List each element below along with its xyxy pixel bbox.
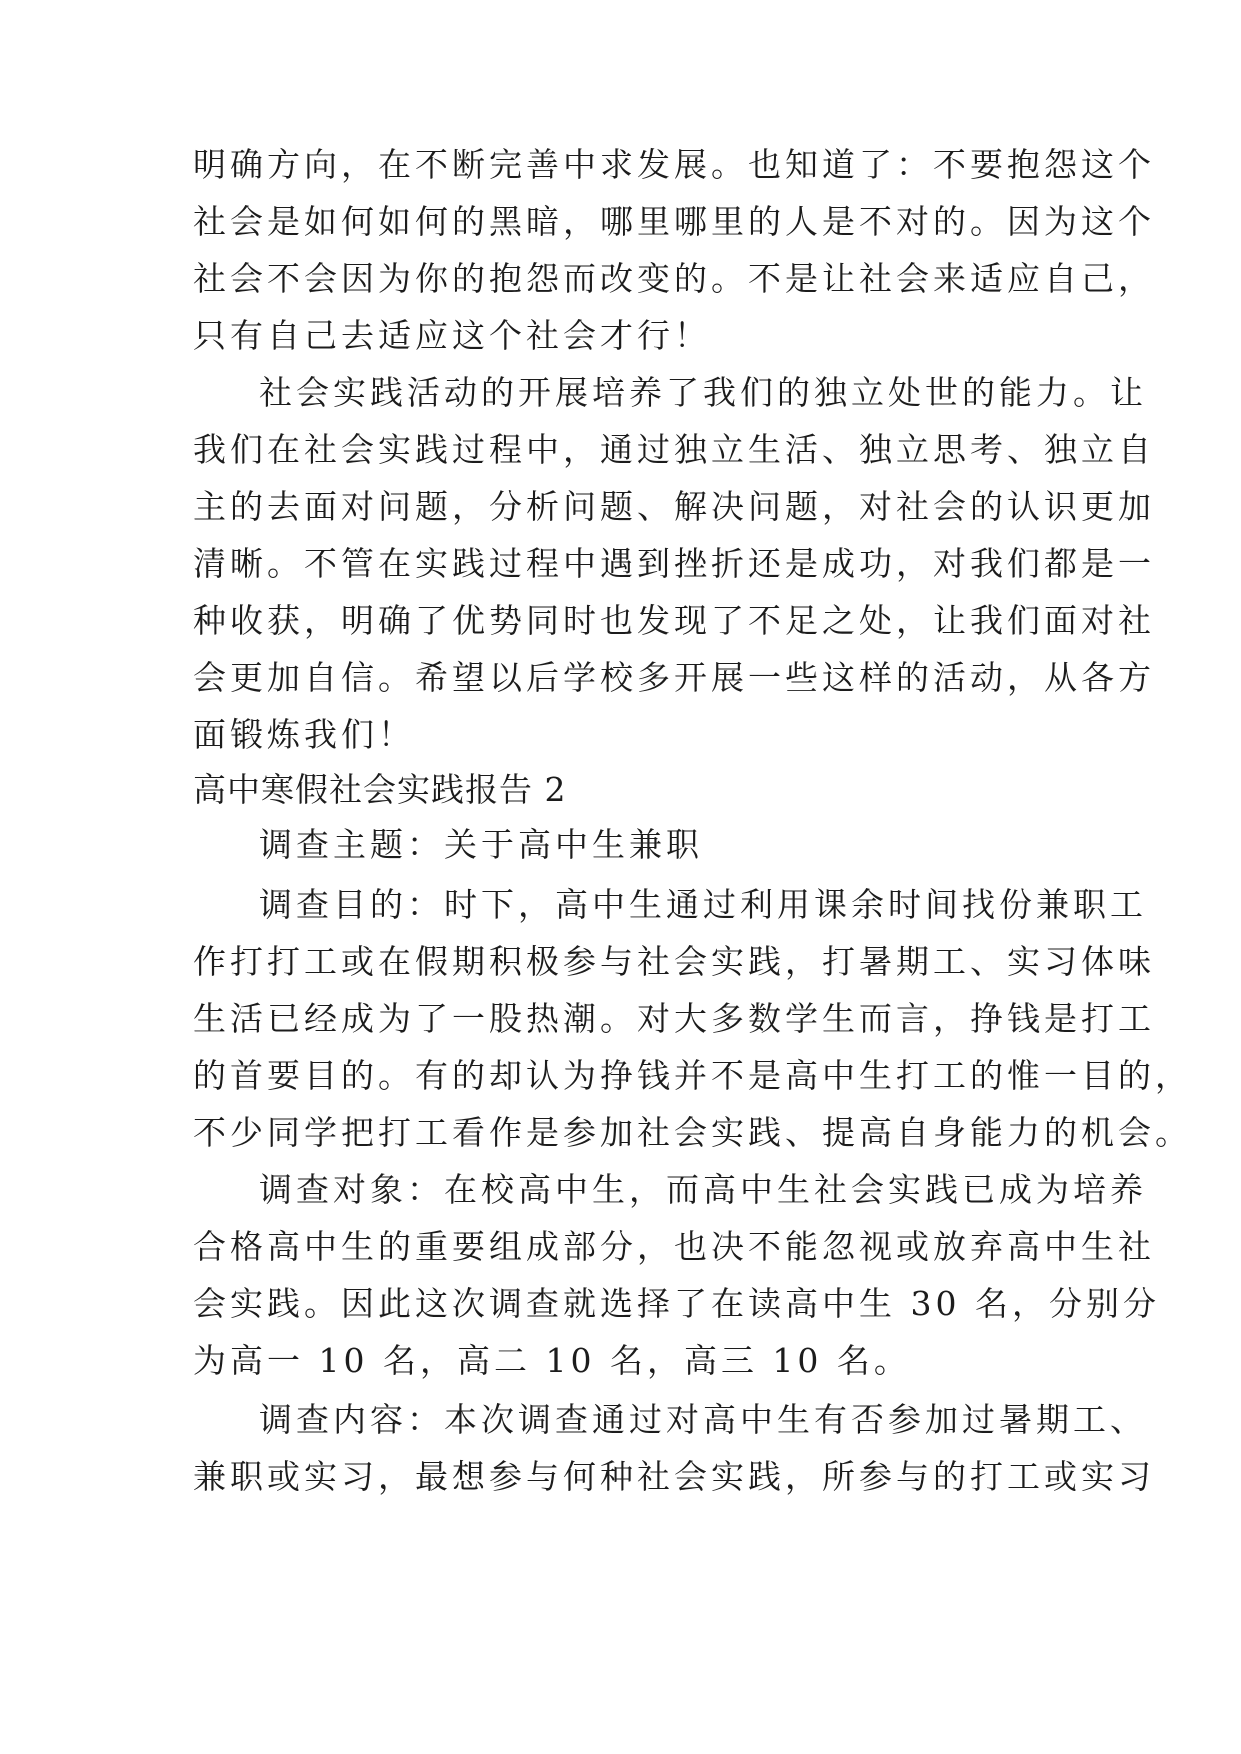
- body-text-line: 合格高中生的重要组成部分，也决不能忽视或放弃高中生社: [193, 1227, 1155, 1266]
- body-text-line: 作打打工或在假期积极参与社会实践，打暑期工、实习体味: [193, 942, 1155, 981]
- body-text-line: 社会实践活动的开展培养了我们的独立处世的能力。让: [259, 373, 1147, 412]
- body-text-line: 调查主题：关于高中生兼职: [259, 825, 703, 864]
- body-text-line: 调查对象：在校高中生，而高中生社会实践已成为培养: [259, 1170, 1147, 1209]
- body-text-line: 为高一 10 名，高二 10 名，高三 10 名。: [193, 1341, 911, 1380]
- body-text-line: 会实践。因此这次调查就选择了在读高中生 30 名，分别分: [193, 1284, 1160, 1323]
- body-text-line: 只有自己去适应这个社会才行！: [193, 316, 711, 355]
- body-text-line: 调查内容：本次调查通过对高中生有否参加过暑期工、: [259, 1400, 1147, 1439]
- body-text-line: 调查目的：时下，高中生通过利用课余时间找份兼职工: [259, 885, 1147, 924]
- body-text-line: 主的去面对问题，分析问题、解决问题，对社会的认识更加: [193, 487, 1155, 526]
- body-text-line: 兼职或实习，最想参与何种社会实践，所参与的打工或实习: [193, 1457, 1155, 1496]
- body-text-line: 种收获，明确了优势同时也发现了不足之处，让我们面对社: [193, 601, 1155, 640]
- section-heading: 高中寒假社会实践报告 2: [193, 770, 567, 809]
- body-text-line: 我们在社会实践过程中，通过独立生活、独立思考、独立自: [193, 430, 1155, 469]
- body-text-line: 面锻炼我们！: [193, 715, 415, 754]
- body-text-line: 生活已经成为了一股热潮。对大多数学生而言，挣钱是打工: [193, 999, 1155, 1038]
- body-text-line: 会更加自信。希望以后学校多开展一些这样的活动，从各方: [193, 658, 1155, 697]
- body-text-line: 的首要目的。有的却认为挣钱并不是高中生打工的惟一目的，: [193, 1056, 1192, 1095]
- body-text-line: 清晰。不管在实践过程中遇到挫折还是成功，对我们都是一: [193, 544, 1155, 583]
- body-text-line: 明确方向，在不断完善中求发展。也知道了：不要抱怨这个: [193, 145, 1155, 184]
- body-text-line: 不少同学把打工看作是参加社会实践、提高自身能力的机会。: [193, 1113, 1192, 1152]
- body-text-line: 社会是如何如何的黑暗，哪里哪里的人是不对的。因为这个: [193, 202, 1155, 241]
- body-text-line: 社会不会因为你的抱怨而改变的。不是让社会来适应自己，: [193, 259, 1155, 298]
